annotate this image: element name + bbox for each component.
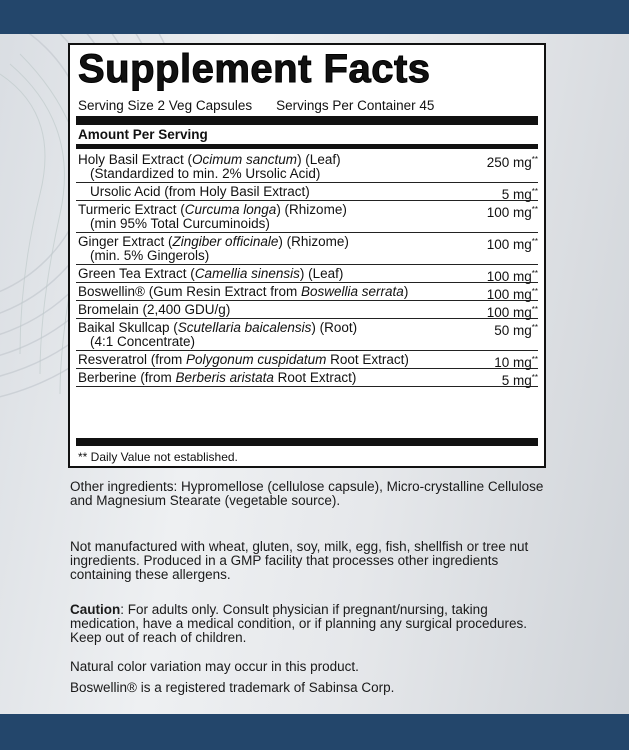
- botanical-name: Zingiber officinale: [172, 234, 279, 249]
- amount-value: 100 mg: [486, 287, 532, 302]
- nutrient-name-text: Boswellin® (Gum Resin Extract from: [78, 284, 302, 299]
- nutrient-name-text: Berberine (from: [78, 370, 176, 385]
- amount-value: 5 mg: [501, 373, 532, 388]
- nutrient-amount: [502, 371, 538, 388]
- caution-text: : For adults only. Consult physician if pregnant/nursing, taking medication, have a medical condition, or if planning any surgical procedures. Keep out of reach of children.: [70, 602, 528, 645]
- daily-value-mark: **: [531, 237, 538, 246]
- nutrient-amount: [487, 203, 538, 220]
- nutrient-row: [76, 301, 538, 319]
- trademark-note: Boswellin® is a registered trademark of Sabinsa Corp.: [70, 680, 395, 695]
- botanical-name: Ocimum sanctum: [192, 152, 298, 167]
- nutrient-amount: [487, 303, 538, 320]
- nutrient-name: [78, 371, 538, 385]
- amount-value: 50 mg: [494, 323, 532, 338]
- daily-value-mark: **: [531, 373, 538, 382]
- nutrient-name-suffix: ) (Leaf): [299, 266, 344, 281]
- thick-divider: [76, 438, 538, 446]
- daily-value-mark: **: [531, 287, 538, 296]
- nutrient-name-text: Bromelain (2,400 GDU/g): [78, 302, 231, 317]
- nutrient-row: [76, 351, 538, 369]
- thick-divider: [76, 144, 538, 149]
- nutrient-subtext: (min. 5% Gingerols): [90, 248, 210, 263]
- daily-value-mark: **: [531, 155, 538, 164]
- nutrient-amount: [487, 235, 538, 252]
- botanical-name: Camellia sinensis: [194, 266, 300, 281]
- nutrient-name-text: Ginger Extract (: [78, 234, 173, 249]
- nutrient-name: [78, 285, 538, 299]
- botanical-name: Scutellaria baicalensis: [177, 320, 312, 335]
- nutrient-name-suffix: ) (Rhizome): [276, 202, 347, 217]
- nutrient-name: [78, 321, 538, 335]
- nutrient-name-text: Green Tea Extract (: [78, 266, 195, 281]
- nutrient-subtext: (4:1 Concentrate): [90, 334, 196, 349]
- nutrient-name: [78, 235, 538, 249]
- nutrient-name-text: Holy Basil Extract (: [78, 152, 193, 167]
- nutrient-row: [76, 265, 538, 283]
- nutrient-name-suffix: ): [403, 284, 409, 299]
- daily-value-mark: **: [531, 355, 538, 364]
- amount-value: 10 mg: [494, 355, 532, 370]
- amount-value: 5 mg: [501, 187, 532, 202]
- serving-info: [78, 98, 434, 113]
- nutrient-amount: [487, 285, 538, 302]
- nutrient-name-suffix: Root Extract): [326, 352, 409, 367]
- nutrient-name-suffix: ) (Rhizome): [278, 234, 349, 249]
- nutrient-row: [76, 319, 538, 351]
- nutrient-subtext: (Standardized to min. 2% Ursolic Acid): [90, 166, 321, 181]
- nutrient-row: [76, 283, 538, 301]
- nutrient-row: [76, 183, 538, 201]
- nutrient-name-suffix: ) (Leaf): [297, 152, 341, 167]
- amount-value: 100 mg: [486, 205, 532, 220]
- nutrient-row: [76, 369, 538, 387]
- other-ingredients: Other ingredients: Hypromellose (cellulose capsule), Micro-crystalline Cellulose and Magnesium Stearate (vegetable source).: [70, 479, 544, 508]
- panel-title: Supplement Facts: [78, 47, 431, 91]
- daily-value-mark: **: [531, 323, 538, 332]
- serving-size: Serving Size 2 Veg Capsules: [78, 98, 253, 113]
- nutrient-name: [78, 153, 538, 167]
- amount-value: 100 mg: [486, 237, 532, 252]
- nutrient-name: [78, 353, 538, 367]
- nutrient-name-suffix: ) (Root): [311, 320, 358, 335]
- botanical-name: Polygonum cuspidatum: [186, 352, 327, 367]
- servings-per-container: Servings Per Container 45: [276, 98, 435, 113]
- caution-label: Caution: [70, 602, 121, 617]
- caution-statement: [70, 603, 550, 645]
- daily-value-mark: **: [531, 205, 538, 214]
- nutrient-amount: [494, 321, 538, 338]
- allergen-statement: Not manufactured with wheat, gluten, soy, milk, egg, fish, shellfish or tree nut ingredients. Produced in a GMP facility that processes other ingredients containing these allergens.: [70, 539, 529, 582]
- daily-value-mark: **: [531, 305, 538, 314]
- nutrient-name: [78, 267, 538, 281]
- bottom-band: [0, 714, 629, 750]
- nutrient-name: [78, 185, 538, 199]
- nutrient-name-text: Ursolic Acid (from Holy Basil Extract): [90, 184, 310, 199]
- nutrient-row: [76, 151, 538, 183]
- amount-per-serving-heading: Amount Per Serving: [78, 127, 208, 142]
- nutrient-name-text: Baikal Skullcap (: [78, 320, 178, 335]
- supplement-facts-panel: [68, 43, 546, 468]
- botanical-name: Curcuma longa: [184, 202, 277, 217]
- nutrient-row: [76, 201, 538, 233]
- nutrient-amount: [487, 153, 538, 170]
- botanical-name: Boswellia serrata: [301, 284, 404, 299]
- botanical-name: Berberis aristata: [175, 370, 274, 385]
- nutrient-name-text: Turmeric Extract (: [78, 202, 185, 217]
- nutrient-subtext: (min 95% Total Curcuminoids): [90, 216, 270, 231]
- nutrient-amount: [502, 185, 538, 202]
- top-band: [0, 0, 629, 34]
- nutrient-name-text: Resveratrol (from: [78, 352, 187, 367]
- nutrient-amount: [487, 267, 538, 284]
- amount-value: 100 mg: [486, 305, 532, 320]
- nutrient-row: [76, 233, 538, 265]
- nutrient-name: [78, 203, 538, 217]
- nutrient-name: [78, 303, 538, 317]
- daily-value-footnote: ** Daily Value not established.: [78, 450, 238, 464]
- nutrient-table: [76, 151, 538, 387]
- nutrient-name-suffix: Root Extract): [273, 370, 357, 385]
- daily-value-mark: **: [531, 269, 538, 278]
- amount-value: 100 mg: [486, 269, 532, 284]
- daily-value-mark: **: [531, 187, 538, 196]
- nutrient-amount: [494, 353, 538, 370]
- thick-divider: [76, 116, 538, 125]
- amount-value: 250 mg: [486, 155, 532, 170]
- color-note: Natural color variation may occur in this product.: [70, 659, 359, 674]
